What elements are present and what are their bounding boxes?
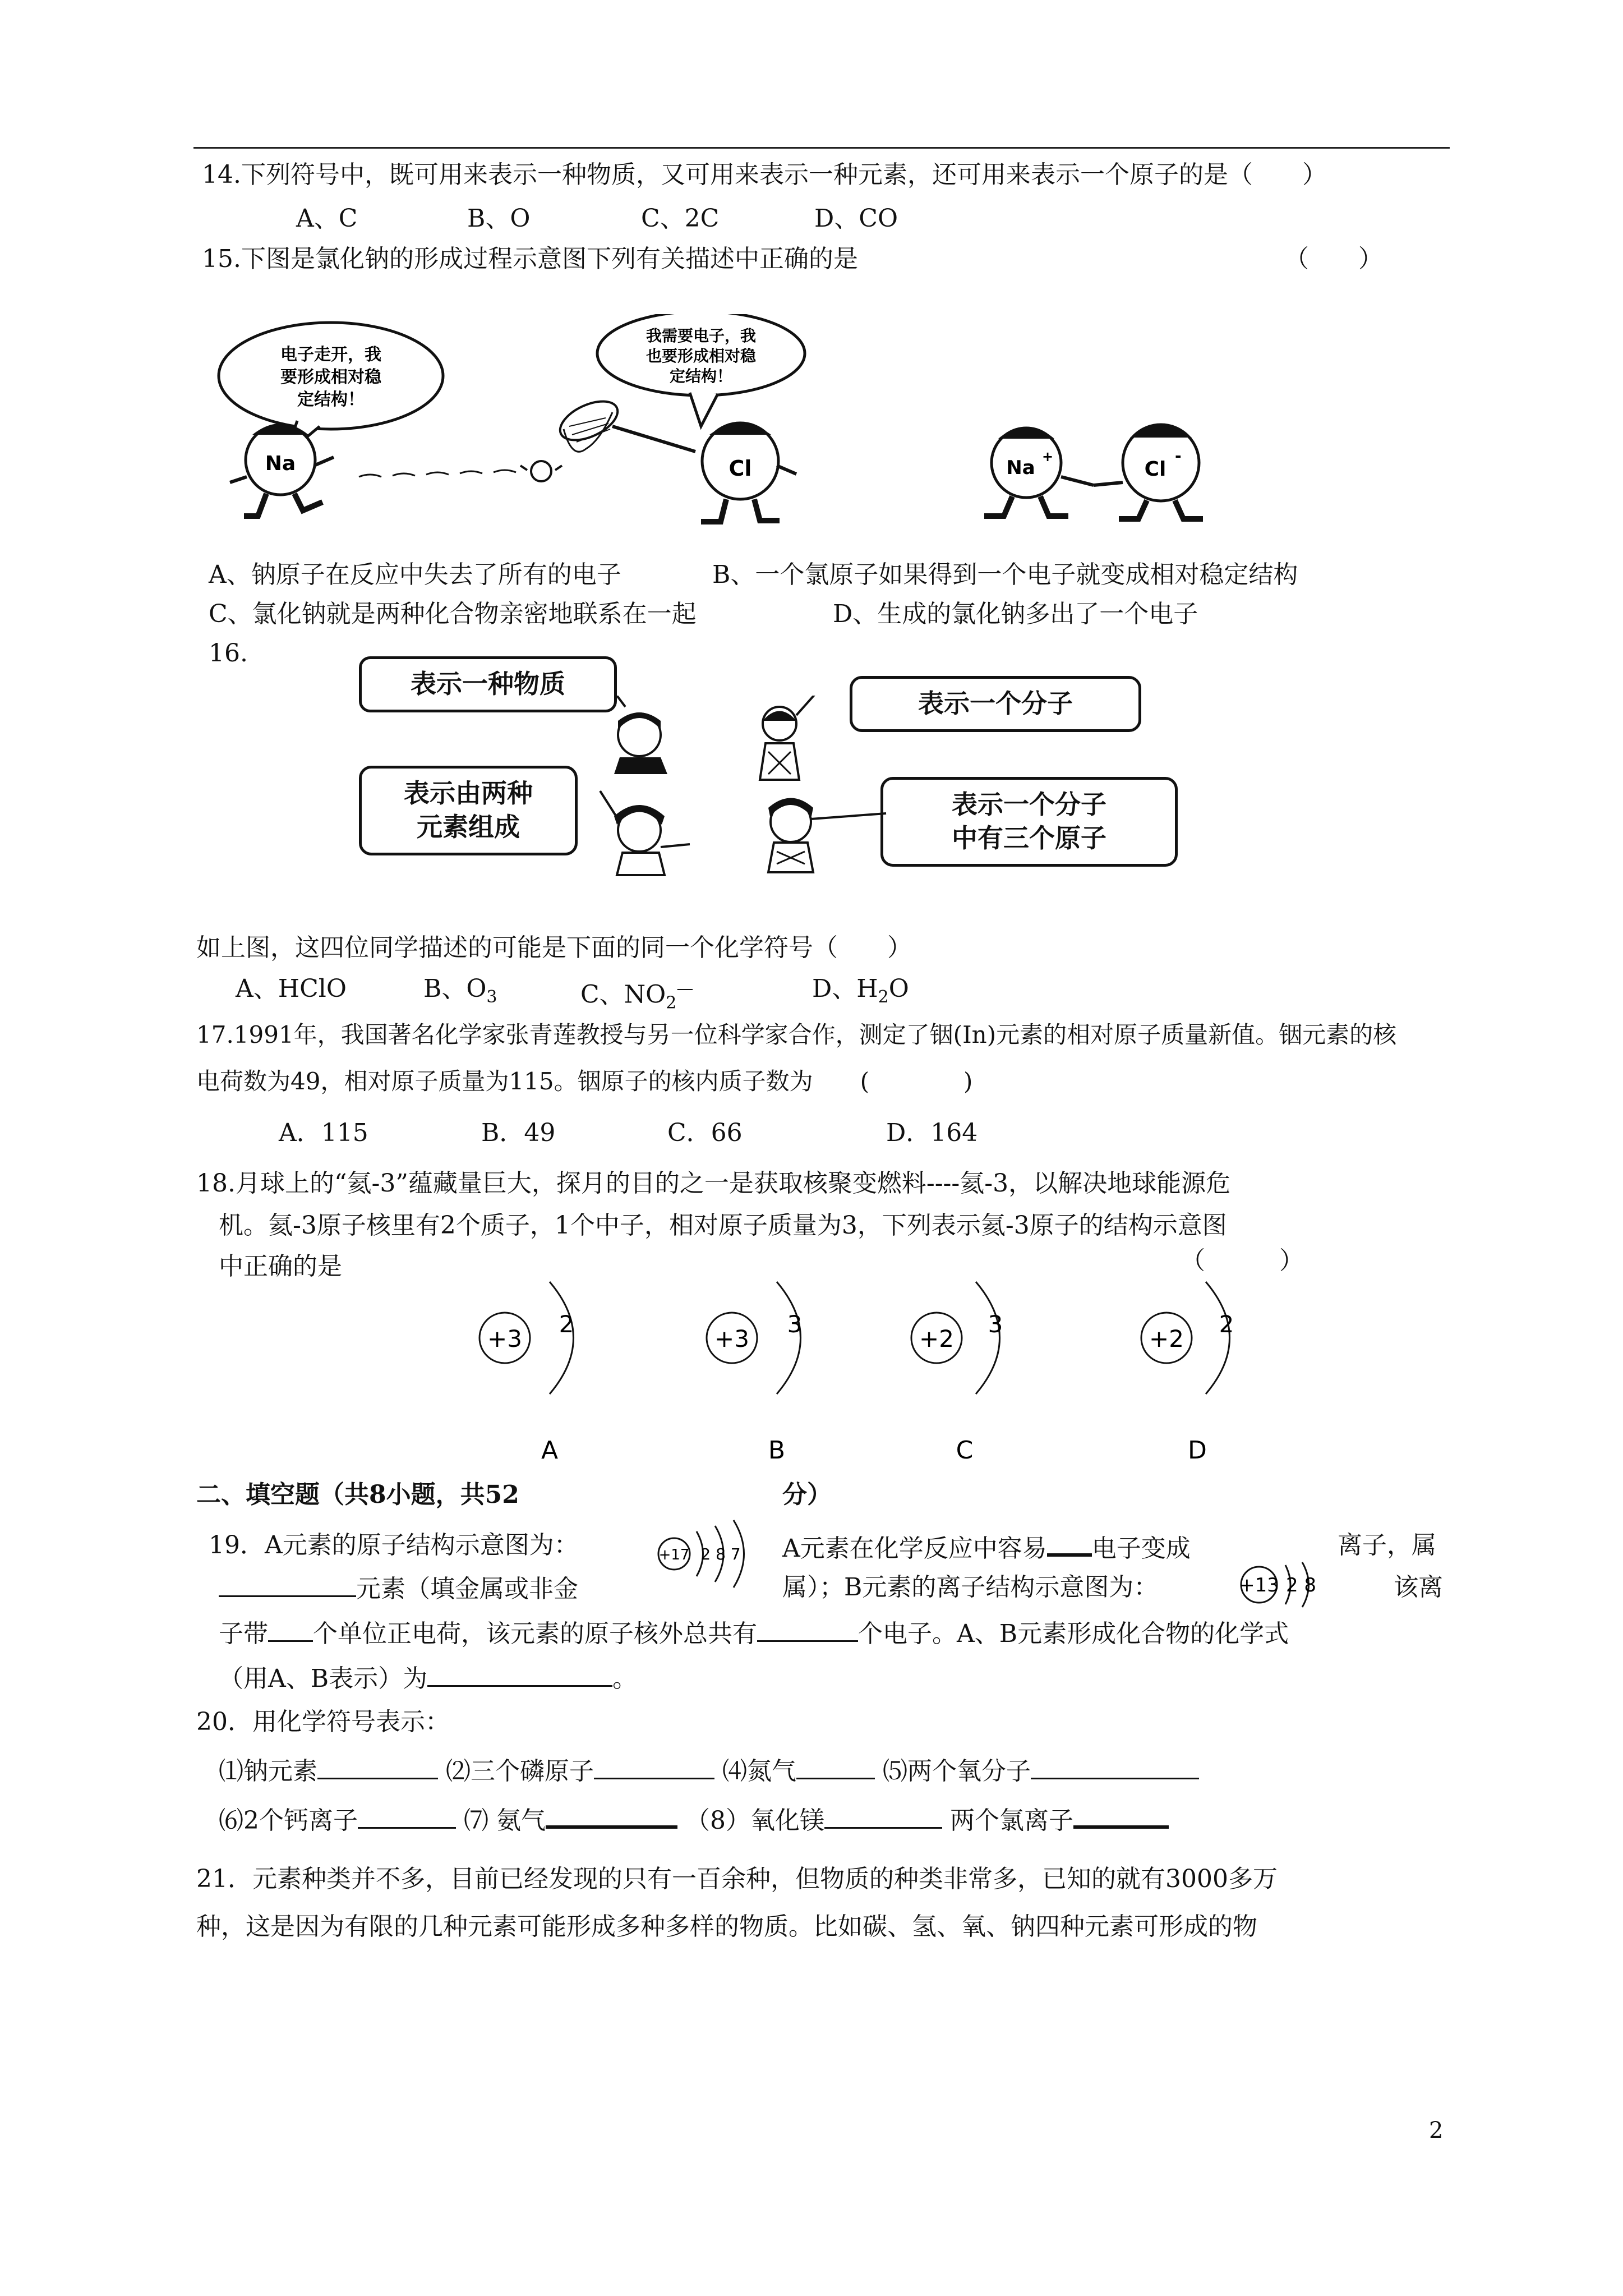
diagram-b-label: B <box>768 1436 786 1465</box>
q16-bubble-two-elements: 表示由两种 元素组成 <box>359 766 578 855</box>
q16-students-figure <box>594 696 897 881</box>
q21-line2: 种，这是因为有限的几种元素可能形成多种多样的物质。比如碳、氢、氧、钠四种元素可形成的物 <box>196 1912 1257 1941</box>
q17-line2: 电荷数为49，相对原子质量为115。铟原子的核内质子数为 ( ) <box>196 1068 973 1095</box>
page-number: 2 <box>1429 2118 1444 2143</box>
q15-stem: 15.下图是氯化钠的形成过程示意图下列有关描述中正确的是 <box>202 245 858 273</box>
cl-ion-charge: - <box>1175 447 1182 465</box>
q19-ion-b-nucleus: +13 <box>1239 1574 1279 1596</box>
diagram-a-label: A <box>541 1436 559 1465</box>
diagram-c-nucleus: +2 <box>919 1325 954 1352</box>
q20-blank-sodium[interactable] <box>317 1753 438 1779</box>
q16-option-d: D、$H_2O$ <box>812 974 909 1007</box>
diagram-d-shell: 2 <box>1219 1310 1234 1338</box>
q19-line1-start: 19．A元素的原子结构示意图为： <box>209 1531 579 1559</box>
q20-blank-oxygen[interactable] <box>1031 1753 1199 1779</box>
q19-ion-b-diagram <box>1234 1557 1346 1618</box>
q19-atom-a-diagram <box>651 1515 774 1599</box>
q17-line1: 17.1991年，我国著名化学家张青莲教授与另一位科学家合作，测定了铟(In)元素的相对原子质量新值。铟元素的核 <box>196 1021 1397 1048</box>
q19-line2-end: 该离 <box>1394 1573 1443 1602</box>
q17-option-c: C．66 <box>667 1119 743 1147</box>
q14-option-c: C、2C <box>641 204 720 233</box>
q18-line2: 机。氦-3原子核里有2个质子，1个中子，相对原子质量为3，下列表示氦-3原子的结构示意图 <box>219 1211 1227 1240</box>
butterfly-net-icon <box>554 393 695 452</box>
q18-answer-paren: （ ） <box>1181 1246 1304 1275</box>
q17-option-a: A．115 <box>279 1119 368 1147</box>
diagram-a-nucleus: +3 <box>487 1325 522 1352</box>
student-2 <box>760 696 819 780</box>
sodium-chloride-formation-figure <box>213 314 1279 527</box>
q16-stem: 如上图，这四位同学描述的可能是下面的同一个化学符号（ ） <box>196 933 912 962</box>
cl-atom-label: Cl <box>728 456 752 481</box>
q19-blank-gain-lose[interactable] <box>1047 1529 1092 1557</box>
q15-answer-paren: （ ） <box>1284 245 1383 273</box>
q20-blank-magnesium-oxide[interactable] <box>824 1802 942 1829</box>
q16-number: 16. <box>209 639 248 668</box>
q17-option-d: D．164 <box>886 1119 978 1147</box>
q20-blank-phosphorus[interactable] <box>594 1753 714 1779</box>
q16-option-c: C、$NO_2^—$ <box>580 979 694 1013</box>
cl-atom-character <box>701 423 796 522</box>
diagram-b-nucleus: +3 <box>714 1325 749 1352</box>
q20-blank-chloride-ions[interactable] <box>1073 1801 1169 1829</box>
na-ion-character <box>984 427 1094 516</box>
q19-blank-formula[interactable] <box>427 1660 612 1687</box>
cl-speech-bubble <box>597 314 805 426</box>
q16-bubble-substance: 表示一种物质 <box>359 656 617 712</box>
na-bubble-line3: 定结构！ <box>297 390 365 409</box>
q18-line3: 中正确的是 <box>219 1252 342 1281</box>
electron-trail <box>359 461 562 481</box>
q15-option-d: D、生成的氯化钠多出了一个电子 <box>833 600 1198 628</box>
student-4 <box>768 798 886 873</box>
q19-blank-ion-type[interactable] <box>1191 1530 1224 1557</box>
q19-line1-end: 离子，属 <box>1338 1531 1436 1559</box>
q16-option-a: A、HClO <box>236 974 347 1003</box>
q20-line2: ⑹2个钙离子 ⑺ 氨气 （8）氧化镁 两个氯离子 <box>219 1801 1169 1838</box>
q15-option-c: C、氯化钠就是两种化合物亲密地联系在一起 <box>209 600 697 628</box>
q19-blank-metal-nonmetal[interactable] <box>219 1571 356 1597</box>
q19-line4: （用A、B表示）为 。 <box>219 1660 637 1696</box>
q19-blank-charge[interactable] <box>268 1616 313 1642</box>
diagram-a-shell: 2 <box>559 1310 574 1338</box>
diagram-c <box>911 1282 1003 1465</box>
na-speech-bubble <box>219 323 443 454</box>
diagram-d-label: D <box>1188 1436 1207 1465</box>
q19-line2-mid: 属）；B元素的离子结构示意图为： <box>782 1573 1159 1602</box>
q18-line1: 18.月球上的“氦-3”蕴藏量巨大，探月的目的之一是获取核聚变燃料----氦-3，以解决地球能源危 <box>196 1169 1231 1198</box>
diagram-c-shell: 3 <box>988 1310 1003 1338</box>
q19-atom-a-shells: 2 8 7 <box>700 1545 741 1563</box>
q19-line1-mid: A元素在化学反应中容易 电子变成 <box>782 1529 1224 1566</box>
q18-atom-diagrams <box>460 1268 1279 1470</box>
q19-ion-b-shells: 2 8 <box>1285 1574 1317 1596</box>
q19-line3: 子带 个单位正电荷，该元素的原子核外总共有 个电子。A、B元素形成化合物的化学式 <box>219 1616 1289 1651</box>
q17-option-b: B．49 <box>481 1119 556 1147</box>
q15-option-a: A、钠原子在反应中失去了所有的电子 <box>209 560 621 589</box>
diagram-b <box>707 1282 802 1465</box>
cl-ion-character <box>1094 425 1203 519</box>
na-bubble-line2: 要形成相对稳 <box>280 367 381 387</box>
diagram-c-label: C <box>956 1436 974 1465</box>
q20-blank-ammonia[interactable] <box>546 1801 677 1829</box>
q19-atom-a-nucleus: +17 <box>658 1547 690 1563</box>
na-bubble-line1: 电子走开，我 <box>280 345 381 365</box>
diagram-d <box>1141 1282 1234 1465</box>
q20-stem: 20．用化学符号表示： <box>196 1708 450 1736</box>
na-ion-label: Na <box>1006 457 1035 479</box>
q14-option-b: B、O <box>467 204 531 233</box>
na-atom-label: Na <box>265 452 296 475</box>
na-atom-character <box>230 424 334 516</box>
student-3 <box>600 791 690 875</box>
q14-stem: 14.下列符号中，既可用来表示一种物质，又可用来表示一种元素，还可用来表示一个原子的是（ ） <box>202 160 1327 189</box>
q19-blank-electron-count[interactable] <box>757 1616 858 1642</box>
q14-option-a: A、C <box>296 204 358 233</box>
cl-bubble-line3: 定结构！ <box>669 367 733 385</box>
header-rule <box>193 147 1450 149</box>
q16-bubble-molecule: 表示一个分子 <box>850 676 1141 732</box>
q21-line1: 21．元素种类并不多，目前已经发现的只有一百余种，但物质的种类非常多，已知的就有3000多万 <box>196 1865 1278 1893</box>
cl-bubble-line2: 也要形成相对稳 <box>645 347 757 365</box>
q20-blank-calcium-ions[interactable] <box>358 1802 456 1829</box>
q20-line1: ⑴钠元素 ⑵三个磷原子 ⑷氮气 ⑸两个氧分子 <box>219 1753 1199 1788</box>
diagram-a <box>479 1282 574 1465</box>
section2-heading-right: 分） <box>782 1480 832 1509</box>
na-ion-charge: + <box>1042 449 1054 464</box>
diagram-b-shell: 3 <box>787 1310 803 1338</box>
q20-blank-nitrogen[interactable] <box>796 1753 875 1779</box>
cl-ion-label: Cl <box>1144 458 1166 481</box>
q15-option-b: B、一个氯原子如果得到一个电子就变成相对稳定结构 <box>712 560 1298 589</box>
section2-heading-left: 二、填空题（共8小题，共52 <box>196 1480 519 1509</box>
q14-option-d: D、CO <box>814 204 898 233</box>
q16-option-b: B、$O_3$ <box>423 974 497 1007</box>
cl-bubble-line1: 我需要电子，我 <box>645 326 757 345</box>
q19-line2: 元素（填金属或非金 <box>219 1571 578 1606</box>
q16-bubble-three-atoms: 表示一个分子 中有三个原子 <box>880 777 1178 867</box>
student-1 <box>614 696 667 774</box>
diagram-d-nucleus: +2 <box>1149 1325 1184 1352</box>
